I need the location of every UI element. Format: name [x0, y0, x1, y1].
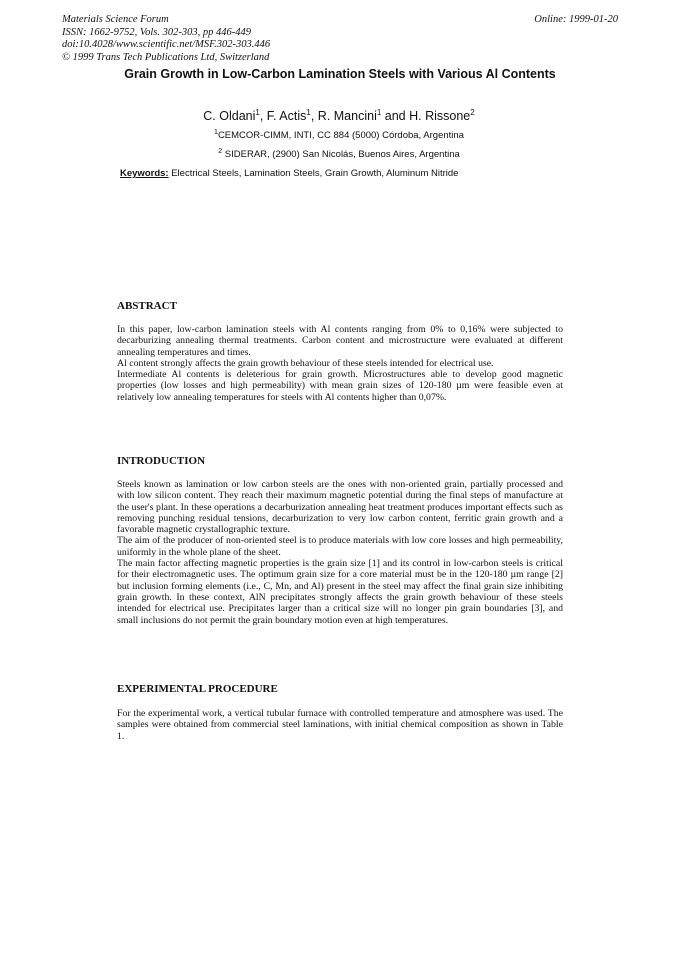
abstract-body [117, 324, 563, 403]
paragraph: Steels known as lamination or low carbon steels are the ones with non-oriented grain, partially processed and with low silicon content. They reach their maximum magnetic potential during the final steps of manufacture at the user's plant. In these operations a decarburization annealing heat treatment produces important effects such as removing punching residual tensions, decarburization to very low carbon content, ferritic grain growth and a favorable magnetic crystallographic texture. [117, 479, 563, 536]
section-heading-experimental: EXPERIMENTAL PROCEDURE [117, 683, 278, 695]
keywords [120, 168, 458, 180]
experimental-body [117, 708, 563, 742]
affiliation-mark: 1 [214, 129, 218, 136]
doi-line: doi:10.4028/www.scientific.net/MSF.302-303.446 [62, 39, 271, 50]
online-date: Online: 1999-01-20 [534, 14, 618, 25]
affiliation-text: CEMCOR-CIMM, INTI, CC 884 (5000) Córdoba, Argentina [217, 130, 464, 142]
affiliation-mark: 2 [218, 148, 223, 155]
paragraph: For the experimental work, a vertical tubular furnace with controlled temperature and atmosphere was used. The samples were obtained from commercial steel laminations, with initial chemical composition as shown in Table 1. [117, 708, 563, 742]
paragraph: The aim of the producer of non-oriented steel is to produce materials with low core losses and high permeability, uniformly in the whole plane of the sheet. [117, 535, 563, 558]
author-separator: and [381, 109, 410, 124]
header-citation [62, 14, 270, 64]
issn-line: ISSN: 1662-9752, Vols. 302-303, pp 446-449 [62, 26, 251, 38]
paragraph: The main factor affecting magnetic properties is the grain size [1] and its control in low-carbon steels is critical for their electromagnetic uses. The optimum grain size for a core material must be in the 120-180 µm range [2] but inclusion forming elements (i.e., C, Mn, and Al) present in the steel may affect the final grain size inhibiting grain growth. In these context, AlN precipitates strongly affects the grain growth behaviour of these steels intended for electrical use. Precipitates larger than a critical size will no longer pin grain boundaries [3], and small inclusions do not permit the grain boundary motion even at high temperatures. [117, 558, 563, 626]
author-separator: , [259, 109, 267, 124]
author-affiliation-mark: 1 [376, 108, 382, 117]
author-affiliation-mark: 1 [306, 108, 311, 117]
author: R. Mancini [317, 109, 377, 124]
author: H. Rissone [409, 109, 471, 124]
keywords-label: Keywords: [120, 168, 169, 179]
author-affiliation-mark: 2 [470, 108, 475, 117]
author-list [0, 105, 678, 124]
paragraph: In this paper, low-carbon lamination steels with Al contents ranging from 0% to 0,16% were subjected to decarburizing annealing thermal treatments. Carbon content and microstructure were evaluated at different annealing temperatures and times. [117, 324, 563, 358]
author: C. Oldani [203, 109, 256, 124]
paper-title: Grain Growth in Low-Carbon Lamination Steels with Various Al Contents [124, 67, 556, 81]
paragraph: Intermediate Al contents is deleterious for grain growth. Microstructures able to develop good magnetic properties (low losses and high permeability) with mean grain sizes of 120-180 µm were feasible even at relatively low annealing temperatures for steels with Al contents higher than 0,07%. [117, 369, 563, 403]
section-heading-abstract: ABSTRACT [117, 300, 177, 312]
affiliation [0, 127, 678, 142]
affiliation [0, 146, 678, 161]
copyright-line: © 1999 Trans Tech Publications Ltd, Switzerland [62, 51, 270, 63]
author-affiliation-mark: 1 [255, 108, 260, 117]
affiliation-text: SIDERAR, (2900) San Nicolás, Buenos Aires, Argentina [224, 149, 460, 161]
author-separator: , [310, 109, 318, 124]
keywords-text: Electrical Steels, Lamination Steels, Grain Growth, Aluminum Nitride [171, 168, 459, 179]
section-heading-introduction: INTRODUCTION [117, 455, 206, 467]
introduction-body [117, 479, 563, 626]
journal-name: Materials Science Forum [62, 14, 169, 25]
paragraph: Al content strongly affects the grain growth behaviour of these steels intended for electrical use. [117, 357, 494, 369]
author: F. Actis [266, 109, 307, 124]
